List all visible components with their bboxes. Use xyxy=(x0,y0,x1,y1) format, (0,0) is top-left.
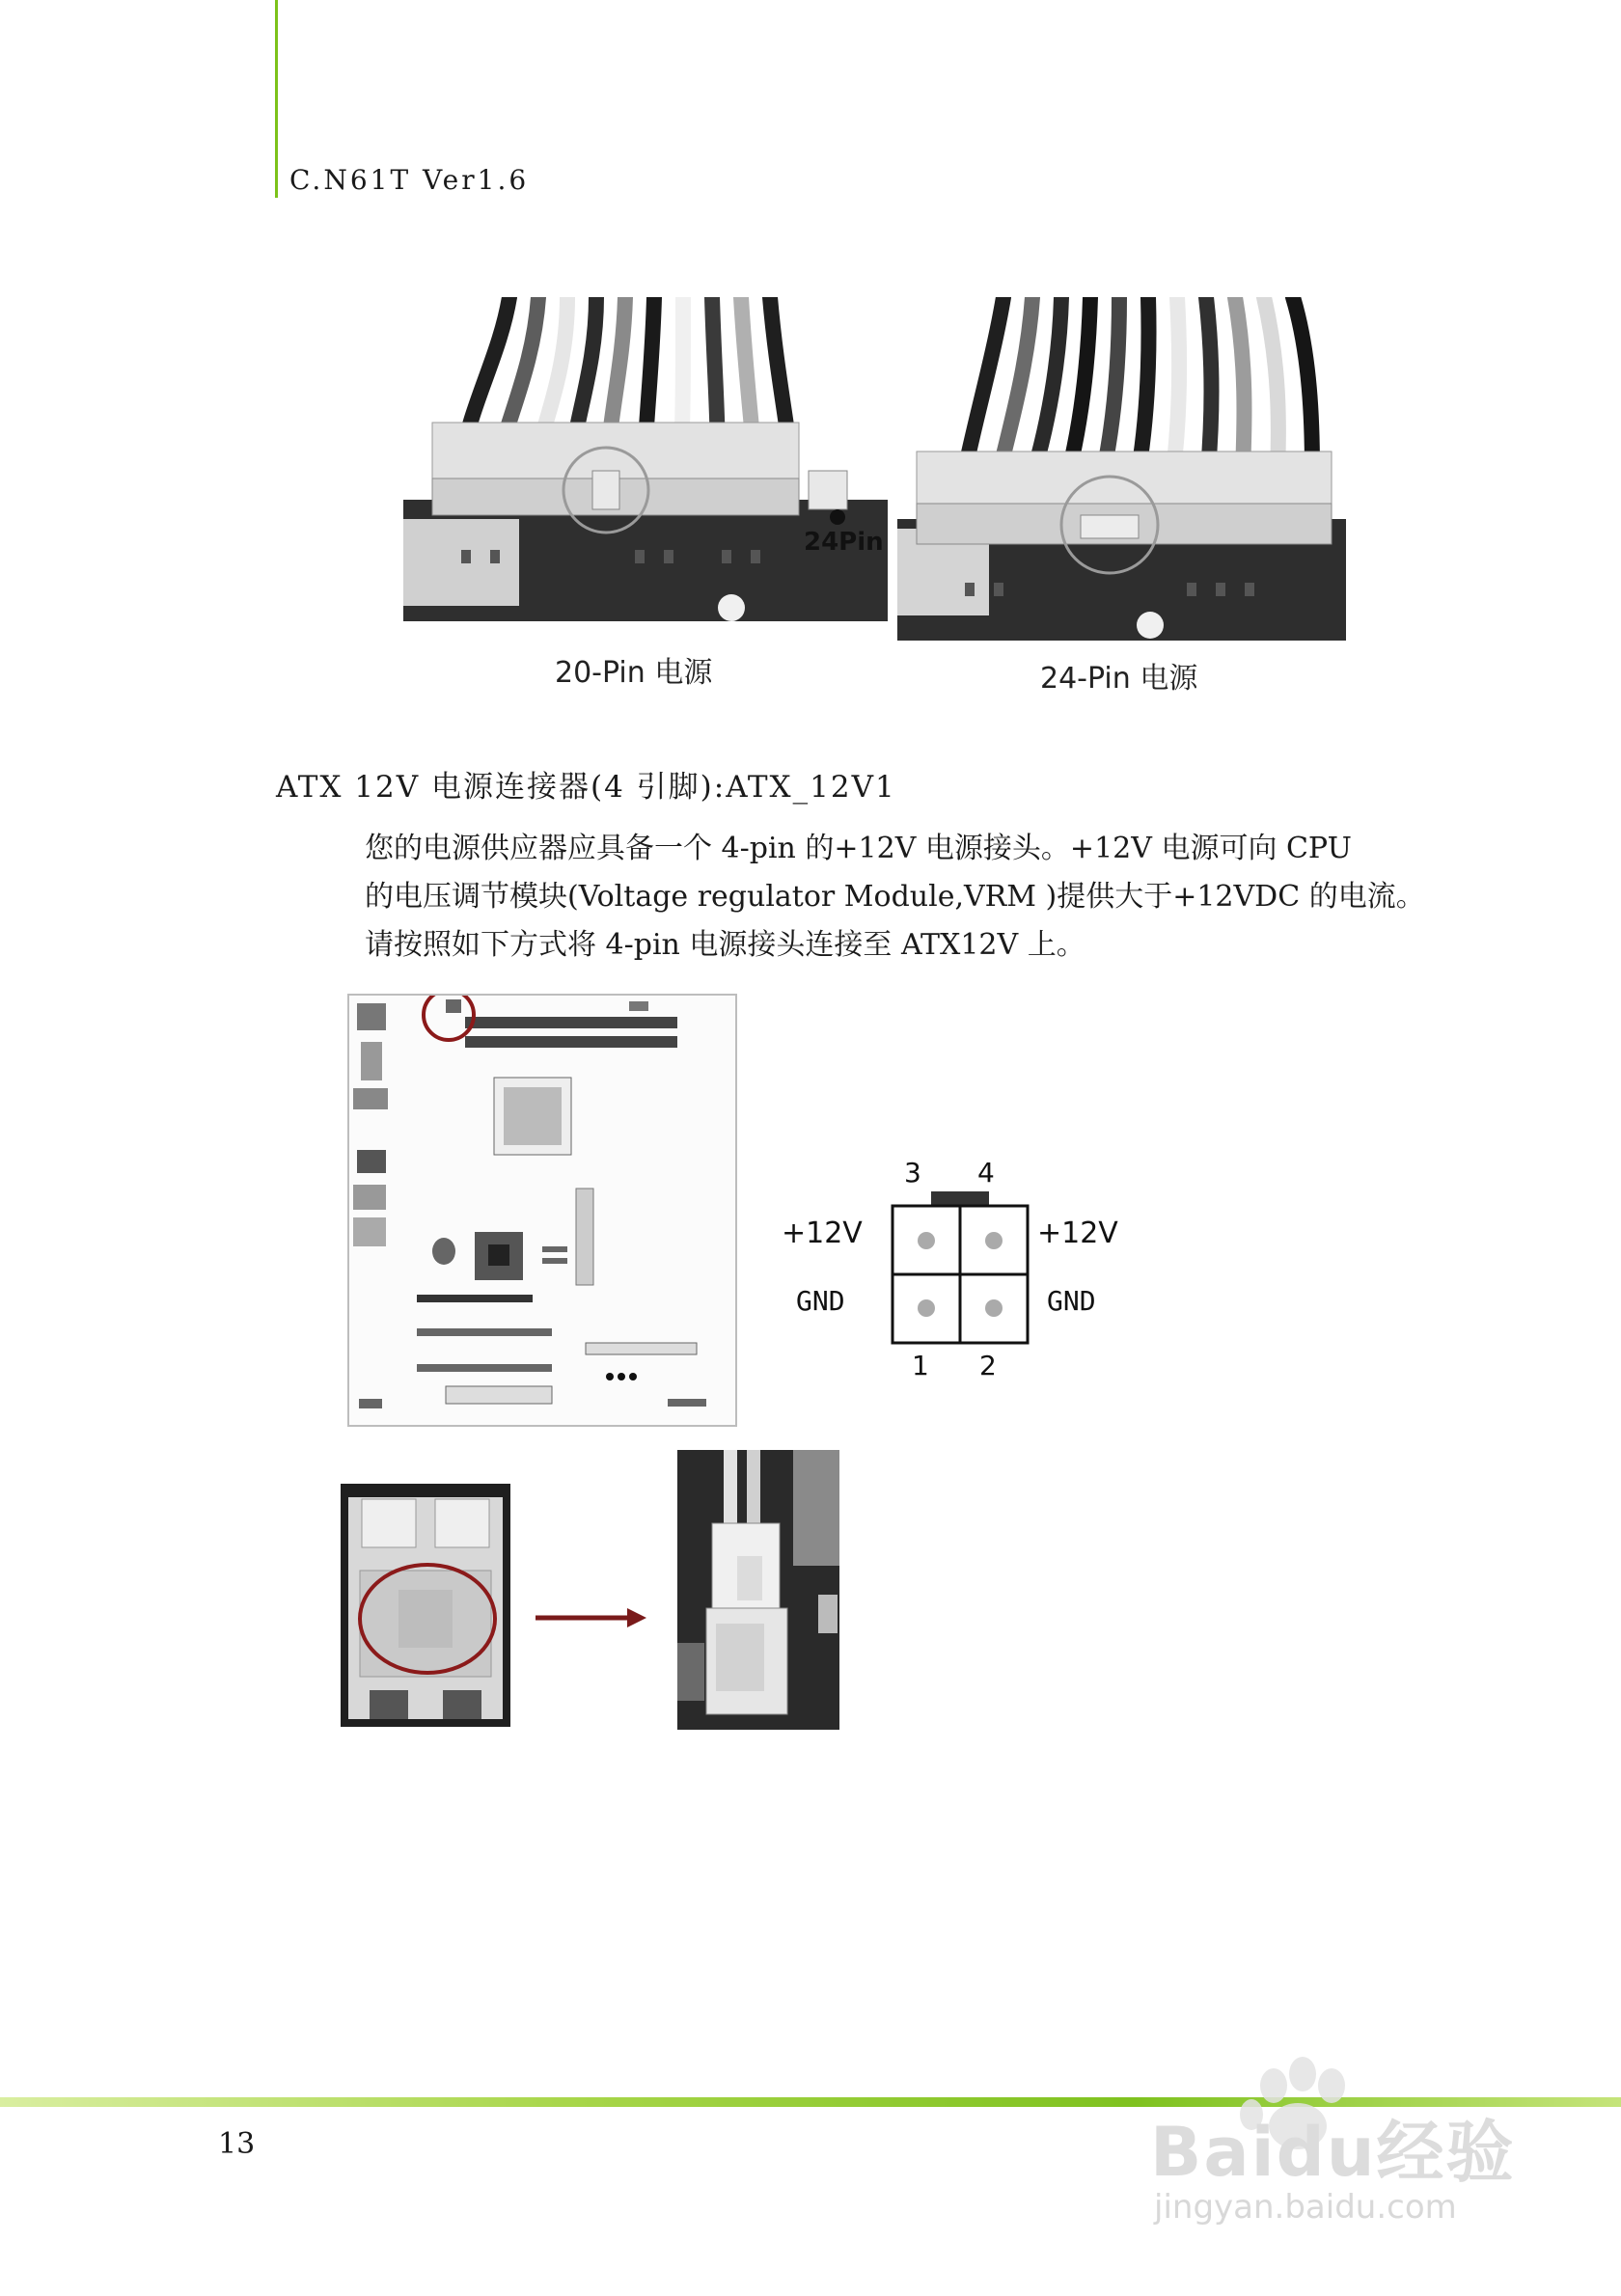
photo-4pin-plug-closeup xyxy=(341,1484,510,1727)
pin-label-2: 2 xyxy=(979,1350,997,1381)
arrow-right-icon xyxy=(536,1606,646,1629)
right-label-gnd: GND xyxy=(1047,1285,1096,1317)
left-label-gnd: GND xyxy=(796,1285,845,1317)
pin-4 xyxy=(985,1232,1003,1249)
pin-2 xyxy=(985,1299,1003,1317)
pin-label-4: 4 xyxy=(977,1157,995,1189)
page-number: 13 xyxy=(218,2127,256,2161)
photo-24pin-connector xyxy=(897,297,1346,641)
pin-1 xyxy=(918,1299,935,1317)
watermark-url: jingyan.baidu.com xyxy=(1154,2188,1457,2227)
motherboard-layout-diagram xyxy=(347,994,737,1427)
watermark-brand: Baidu经验 xyxy=(1150,2113,1516,2192)
pin-label-3: 3 xyxy=(904,1157,921,1189)
atx12v-pin-diagram xyxy=(753,1138,1158,1389)
header-model: C.N61T Ver1.6 xyxy=(289,164,530,196)
paragraph-line: 请按照如下方式将 4-pin 电源接头连接至 ATX12V 上。 xyxy=(365,928,1085,962)
pin-3 xyxy=(918,1232,935,1249)
photo-20pin-connector xyxy=(403,297,888,621)
right-label-12v: +12V xyxy=(1037,1216,1118,1250)
paragraph-line: 的电压调节模块(Voltage regulator Module,VRM )提供大于+12VDC 的电流。 xyxy=(365,880,1425,914)
caption-24pin: 24-Pin 电源 xyxy=(1040,662,1198,696)
header-accent-rule xyxy=(275,0,278,198)
section-title: ATX 12V 电源连接器(4 引脚):ATX_12V1 xyxy=(276,770,896,805)
section-paragraph xyxy=(365,825,1445,970)
paragraph-line: 您的电源供应器应具备一个 4-pin 的+12V 电源接头。+12V 电源可向 CPU xyxy=(365,832,1352,865)
pin-label-1: 1 xyxy=(912,1350,929,1381)
left-label-12v: +12V xyxy=(782,1216,863,1250)
caption-20pin: 20-Pin 电源 xyxy=(555,656,713,690)
photo-4pin-installed xyxy=(677,1450,839,1730)
photo-24pin-label: 24Pin xyxy=(804,528,884,557)
